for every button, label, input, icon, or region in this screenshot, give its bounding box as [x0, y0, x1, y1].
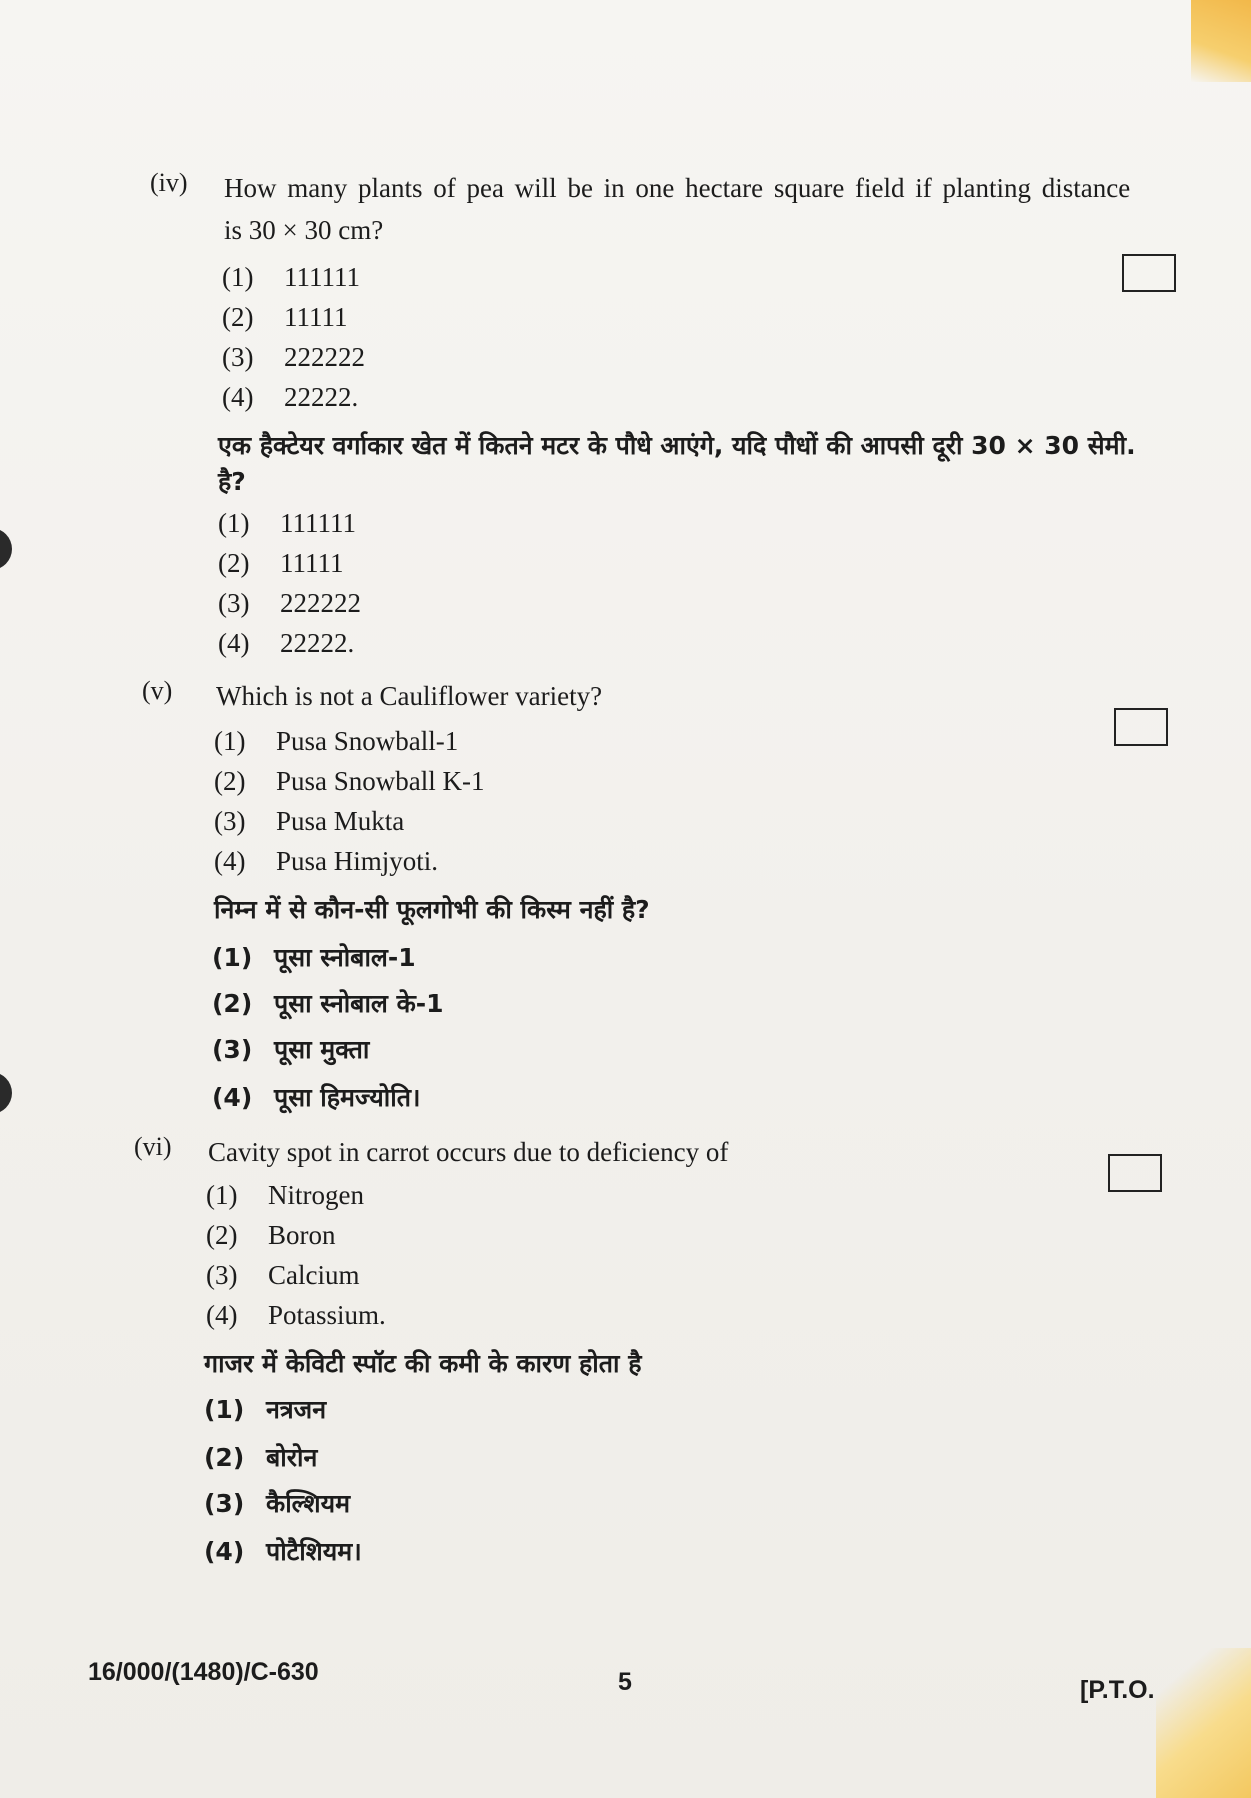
option: (3) कैल्शियम — [204, 1489, 351, 1518]
question-text-line: Cavity spot in carrot occurs due to deficiency of — [208, 1137, 729, 1167]
option: (3) 222222 — [222, 342, 365, 372]
question-text-line: How many plants of pea will be in one hectare square field if planting distance — [224, 173, 1131, 203]
option: (1) Nitrogen — [206, 1180, 364, 1210]
option: (1) 111111 — [218, 508, 356, 538]
option: (1) नत्रजन — [204, 1395, 327, 1424]
option: (2) Boron — [206, 1220, 336, 1250]
answer-box[interactable] — [1114, 708, 1168, 746]
option: (2) बोरोन — [204, 1443, 318, 1472]
option: (1) पूसा स्नोबाल-1 — [212, 943, 416, 972]
option: (4) पोटैशियम। — [204, 1537, 362, 1566]
option: (4) 22222. — [218, 628, 355, 658]
question-text-line: is 30 × 30 cm? — [224, 215, 384, 245]
option: (1) 111111 — [222, 262, 360, 292]
question-text-line: Which is not a Cauliflower variety? — [216, 681, 603, 711]
answer-box[interactable] — [1108, 1154, 1162, 1192]
question-text-hindi: गाजर में केविटी स्पॉट की कमी के कारण होता है — [204, 1349, 642, 1378]
yellow-corner-bottom — [1156, 1648, 1251, 1798]
option: (3) पूसा मुक्ता — [212, 1035, 370, 1064]
option: (2) 11111 — [222, 302, 348, 332]
pto-label: [P.T.O. — [1080, 1676, 1155, 1704]
question-text-hindi: निम्न में से कौन-सी फूलगोभी की किस्म नहीं है? — [214, 895, 650, 924]
page-number: 5 — [618, 1668, 632, 1696]
option: (2) पूसा स्नोबाल के-1 — [212, 989, 444, 1018]
question-text-hindi: है? — [218, 467, 246, 496]
option: (4) Pusa Himjyoti. — [214, 846, 439, 876]
question-number: (iv) — [150, 168, 188, 197]
option: (3) Pusa Mukta — [214, 806, 405, 836]
option: (4) 22222. — [222, 382, 359, 412]
option: (4) Potassium. — [206, 1300, 386, 1330]
question-text-hindi: एक हैक्टेयर वर्गाकार खेत में कितने मटर के पौधे आएंगे, यदि पौधों की आपसी दूरी 30 × 30 सेमी. — [218, 431, 1136, 460]
question-number: (v) — [142, 676, 173, 705]
option: (2) Pusa Snowball K-1 — [214, 766, 485, 796]
option: (3) 222222 — [218, 588, 361, 618]
option: (2) 11111 — [218, 548, 344, 578]
paper-code: 16/000/(1480)/C-630 — [88, 1658, 319, 1686]
answer-box[interactable] — [1122, 254, 1176, 292]
option: (1) Pusa Snowball-1 — [214, 726, 459, 756]
question-number: (vi) — [134, 1132, 172, 1161]
option: (3) Calcium — [206, 1260, 360, 1290]
option: (4) पूसा हिमज्योति। — [212, 1083, 421, 1112]
yellow-corner-top — [1191, 0, 1251, 82]
